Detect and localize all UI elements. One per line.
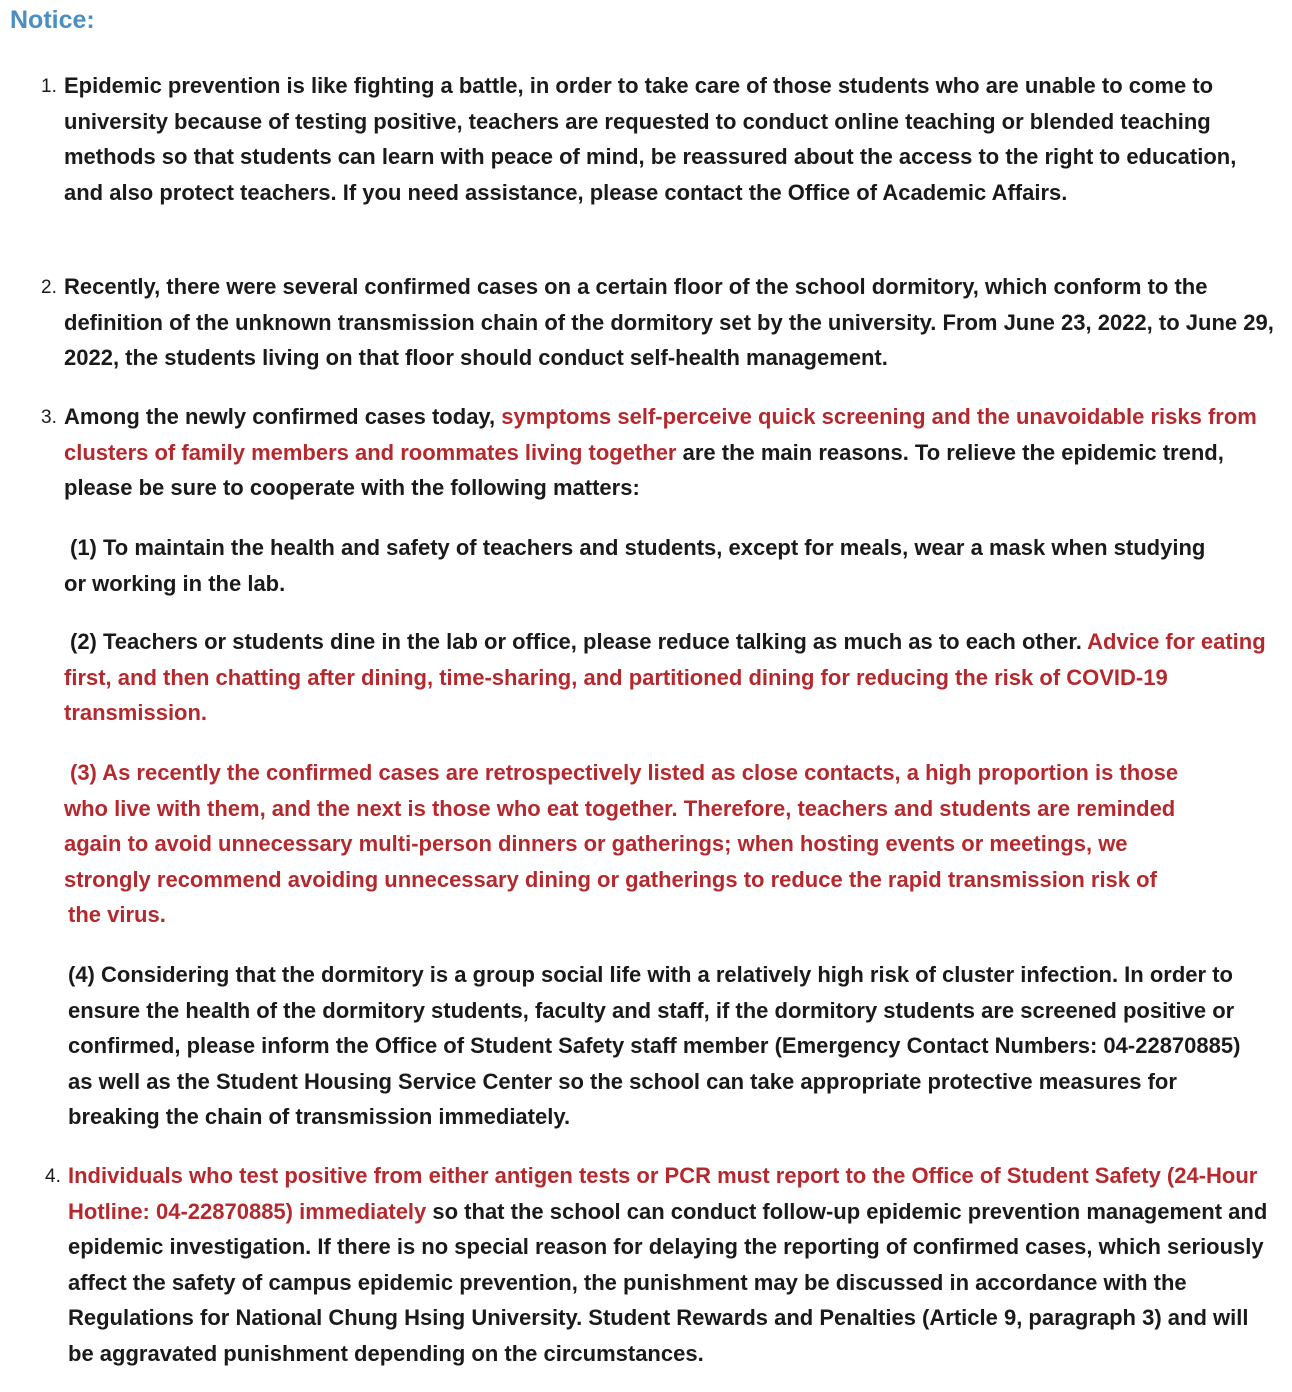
subitem-1-text: (1) To maintain the health and safety of teachers and students, except for meals, wear a mask when studying or working in the lab. <box>64 535 1206 596</box>
item-4-text <box>68 1158 1280 1371</box>
item-1-number: 1. <box>41 76 57 97</box>
item-4-text-highlight: Individuals who test positive from either antigen tests or PCR must report to the Office of Student Safety (24-Hour Hotline: 04-22870885) immediately <box>68 1163 1258 1224</box>
item-3-text-highlight: symptoms self-perceive quick screening and the unavoidable risks from clusters of family members and roommates living together <box>64 404 1257 465</box>
subitem-4-text: (4) Considering that the dormitory is a group social life with a relatively high risk of cluster infection. In order to ensure the health of the dormitory students, faculty and staff, if the dormitory students are screened positive or confirmed, please inform the Office of Student Safety staff member (Emergency Contact Numbers: 04-22870885) as well as the Student Housing Service Center so the school can take appropriate protective measures for breaking the chain of transmission immediately. <box>68 962 1241 1129</box>
notice-title: Notice: <box>10 6 95 34</box>
subitem-3-line: who live with them, and the next is those who eat together. Therefore, teachers and students are reminded <box>64 795 1176 821</box>
item-4-number: 4. <box>45 1166 61 1187</box>
item-3-text <box>64 399 1264 506</box>
subitem-3-line: the virus. <box>68 902 166 927</box>
subitem-2-text-plain: (2) Teachers or students dine in the lab or office, please reduce talking as much as to each other. <box>70 629 1088 654</box>
item-3-number: 3. <box>41 407 57 428</box>
item-2-number: 2. <box>41 277 57 298</box>
item-4-text-after: so that the school can conduct follow-up epidemic prevention management and epidemic investigation. If there is no special reason for delaying the reporting of confirmed cases, which seriously affect the safety of campus epidemic prevention, the punishment may be discussed in accordance with the Regulations for National Chung Hsing University. Student Rewards and Penalties (Article 9, paragraph 3) and will be aggravated punishment depending on the circumstances. <box>68 1198 1268 1366</box>
subitem-3-line: again to avoid unnecessary multi-person dinners or gatherings; when hosting events or meetings, we <box>64 831 1128 856</box>
item-1-text: Epidemic prevention is like fighting a battle, in order to take care of those students who are unable to come to university because of testing positive, teachers are requested to conduct online teaching or blended teaching methods so that students can learn with peace of mind, be reassured about the access to the right to education, and also protect teachers. If you need assistance, please contact the Office of Academic Affairs. <box>64 73 1237 205</box>
item-2-text: Recently, there were several confirmed cases on a certain floor of the school dormitory, which conform to the definition of the unknown transmission chain of the dormitory set by the university. From June 23, 2022, to June 29, 2022, the students living on that floor should conduct self-health management. <box>64 274 1274 370</box>
subitem-3-line: strongly recommend avoiding unnecessary dining or gatherings to reduce the rapid transmission risk of <box>64 866 1157 892</box>
item-3-text-before: Among the newly confirmed cases today, <box>64 404 502 429</box>
subitem-2-text-highlight: Advice for eating first, and then chatting after dining, time-sharing, and partitioned dining for reducing the risk of COVID-19 transmission. <box>64 629 1266 725</box>
subitem-2-text <box>64 624 1274 731</box>
subitem-3-line: (3) As recently the confirmed cases are retrospectively listed as close contacts, a high proportion is those <box>70 760 1179 785</box>
item-3-text-after: are the main reasons. To relieve the epidemic trend, please be sure to cooperate with the following matters: <box>64 439 1224 500</box>
subitem-3-text <box>64 755 1290 933</box>
